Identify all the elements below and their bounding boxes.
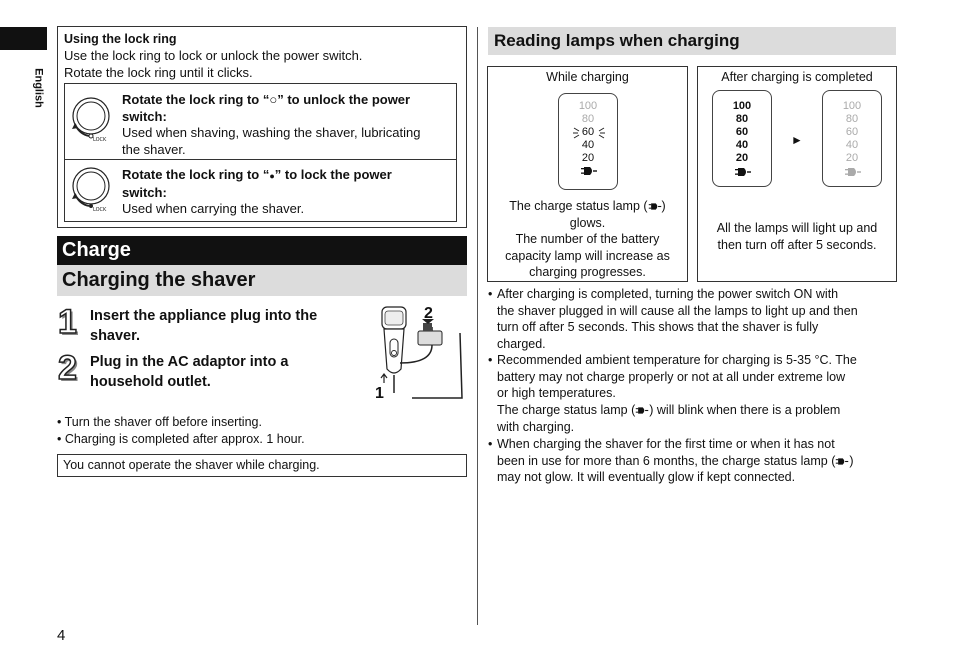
lamp-60-off: 60 — [845, 126, 859, 138]
lock-ring-title: Using the lock ring — [64, 32, 177, 46]
reading-note-3: • When charging the shaver for the first time or when it has not been in use for more than 6 months, the charge status lamp ( ) may not glow. It will eventually glow if kept connected. — [488, 437, 854, 485]
charge-bullet-2: • Charging is completed after approx. 1 hour. — [57, 432, 305, 446]
lamp-panel-charging — [558, 93, 618, 190]
lock-icon-label: LOCK — [93, 207, 107, 213]
lamp-100-lit: 100 — [732, 100, 752, 112]
unlock-description: Rotate the lock ring to “○” to unlock the power switch: Used when shaving, washing the shaver, lubricating the shaver. — [122, 92, 421, 157]
lamp-20: 20 — [581, 152, 595, 164]
unlock-icon-label: LOCK — [93, 137, 107, 143]
lamp-100-off: 100 — [842, 100, 862, 112]
plug-inline-icon — [648, 202, 662, 211]
lamp-100: 100 — [578, 100, 598, 112]
lock-ring-icon — [71, 164, 117, 216]
step-2-text: Plug in the AC adaptor into a household outlet. — [90, 354, 289, 390]
blink-rays-icon — [573, 126, 605, 140]
lamp-60-lit: 60 — [735, 126, 749, 138]
section-header-reading-lamps: Reading lamps when charging — [488, 27, 896, 55]
page-number: 4 — [57, 627, 66, 644]
reading-note-1: • After charging is completed, turning the power switch ON with the shaver plugged in will cause all the lamps to light up and then turn off after 5 seconds. This shows that the shaver is fully charged. — [488, 287, 858, 352]
charge-bullet-1: • Turn the shaver off before inserting. — [57, 415, 262, 429]
step-number-2: 2 — [58, 349, 77, 387]
plug-inline-icon — [635, 406, 649, 415]
illustration-label-1: 1 — [375, 385, 384, 402]
unlock-ring-icon — [71, 94, 117, 146]
charge-status-plug-lit-icon — [734, 167, 752, 177]
lamp-80-off: 80 — [845, 113, 859, 125]
after-charging-box — [697, 66, 897, 282]
unlock-row — [65, 84, 456, 160]
charge-status-plug-off-icon — [844, 167, 862, 177]
while-charging-caption: The charge status lamp ( ) glows. The number of the battery capacity lamp will increase as charging progresses. — [505, 199, 670, 279]
section-subheader-charging: Charging the shaver — [57, 265, 467, 296]
lock-ring-box — [57, 26, 467, 228]
lock-symbol: ● — [269, 171, 275, 181]
lock-description: Rotate the lock ring to “●” to lock the power switch: Used when carrying the shaver. — [122, 167, 392, 216]
lock-ring-line1: Use the lock ring to lock or unlock the power switch. — [64, 48, 363, 63]
lamp-40-off: 40 — [845, 139, 859, 151]
while-charging-title: While charging — [546, 70, 629, 84]
after-charging-title: After charging is completed — [721, 70, 873, 84]
lock-row — [65, 160, 456, 221]
lamp-80-lit: 80 — [735, 113, 749, 125]
unlock-symbol: ○ — [269, 92, 278, 107]
illustration-label-2: 2 — [424, 305, 433, 322]
shaver-charging-illustration — [372, 303, 467, 403]
arrow-right-icon: ► — [791, 133, 803, 147]
lock-ring-line2: Rotate the lock ring until it clicks. — [64, 65, 253, 80]
lamp-60-blinking: 60 — [581, 126, 595, 138]
lamp-panel-all-off — [822, 90, 882, 187]
language-tab — [0, 27, 47, 50]
step-1-text: Insert the appliance plug into the shaver. — [90, 308, 318, 344]
lamp-40: 40 — [581, 139, 595, 151]
lamp-panel-all-lit — [712, 90, 772, 187]
charge-status-plug-icon — [580, 166, 598, 176]
plug-inline-icon — [835, 457, 849, 466]
lamp-20-lit: 20 — [735, 152, 749, 164]
reading-note-2: • Recommended ambient temperature for charging is 5-35 °C. The battery may not charge properly or not at all under extreme low or high temperatures. The charge status lamp ( ) will blink when there is a problem with charging. — [488, 353, 857, 434]
step-number-1: 1 — [58, 303, 77, 341]
while-charging-box — [487, 66, 688, 282]
lamp-80: 80 — [581, 113, 595, 125]
language-label: English — [32, 68, 45, 108]
column-divider — [477, 27, 478, 625]
section-header-charge: Charge — [57, 236, 467, 265]
charge-note-box: You cannot operate the shaver while charging. — [57, 454, 467, 477]
lamp-40-lit: 40 — [735, 139, 749, 151]
after-charging-caption: All the lamps will light up and then turn off after 5 seconds. — [716, 221, 878, 252]
lock-ring-table — [64, 83, 457, 222]
lamp-20-off: 20 — [845, 152, 859, 164]
